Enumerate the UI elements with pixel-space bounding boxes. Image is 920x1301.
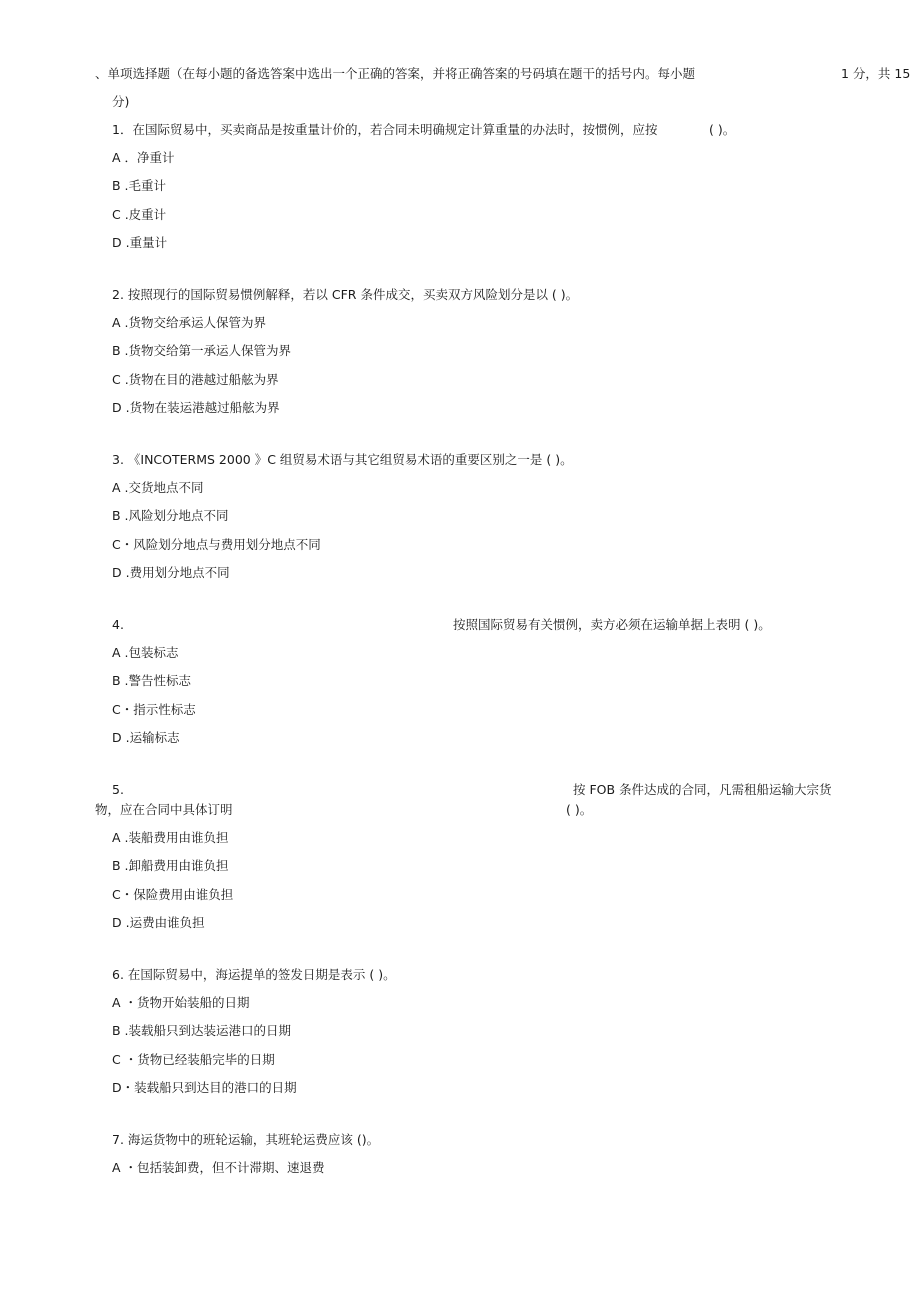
question-7-option-a: A ・包括装卸费，但不计滞期、速退费 [112,1160,325,1175]
question-5-option-b: B .卸船费用由谁负担 [112,858,229,873]
question-2-option-d: D .货物在装运港越过船舷为界 [112,400,280,415]
question-1-option-c: C .皮重计 [112,207,167,222]
section-instruction: 、单项选择题（在每小题的备选答案中选出一个正确的答案，并将正确答案的号码填在题干的括号内。每小题 [95,66,696,81]
question-3-option-b: B .风险划分地点不同 [112,508,229,523]
section-instruction-tail: 分) [112,94,130,109]
question-7-stem: 7. 海运货物中的班轮运输，其班轮运费应该 ()。 [112,1132,380,1147]
question-3-option-c: C・风险划分地点与费用划分地点不同 [112,537,321,552]
question-2-stem: 2. 按照现行的国际贸易惯例解释，若以 CFR 条件成交，买卖双方风险划分是以 ( )。 [112,287,579,302]
question-4-stem: 按照国际贸易有关惯例，卖方必须在运输单据上表明 ( )。 [453,617,771,632]
question-1-stem: 1．在国际贸易中，买卖商品是按重量计价的，若合同未明确规定计算重量的办法时，按惯例，应按 [112,122,658,137]
question-5-option-d: D .运费由谁负担 [112,915,205,930]
section-score: 1 分，共 15 [841,66,911,81]
question-1-blank: ( )。 [709,122,736,137]
question-2-option-c: C .货物在目的港越过船舷为界 [112,372,279,387]
question-1-option-a: A ．净重计 [112,150,175,165]
question-5-blank: ( )。 [566,802,593,817]
question-4-option-c: C・指示性标志 [112,702,196,717]
question-5-stem-line2: 物，应在合同中具体订明 [95,802,233,817]
question-6-option-d: D・装载船只到达目的港口的日期 [112,1080,297,1095]
question-6-option-a: A ・货物开始装船的日期 [112,995,250,1010]
question-4-option-a: A .包装标志 [112,645,179,660]
question-6-stem: 6. 在国际贸易中，海运提单的签发日期是表示 ( )。 [112,967,396,982]
question-3-option-a: A .交货地点不同 [112,480,204,495]
question-5-option-c: C・保险费用由谁负担 [112,887,234,902]
question-2-option-b: B .货物交给第一承运人保管为界 [112,343,292,358]
question-1-option-b: B .毛重计 [112,178,167,193]
question-5-number: 5. [112,782,124,797]
question-6-option-b: B .装载船只到达装运港口的日期 [112,1023,292,1038]
question-6-option-c: C ・货物已经装船完毕的日期 [112,1052,275,1067]
question-3-option-d: D .费用划分地点不同 [112,565,230,580]
question-5-stem: 按 FOB 条件达成的合同，凡需租船运输大宗货 [573,782,832,797]
question-3-stem: 3. 《INCOTERMS 2000 》C 组贸易术语与其它组贸易术语的重要区别之一是 ( )。 [112,452,573,467]
question-1-option-d: D .重量计 [112,235,168,250]
question-5-option-a: A .装船费用由谁负担 [112,830,229,845]
question-4-option-d: D .运输标志 [112,730,180,745]
question-2-option-a: A .货物交给承运人保管为界 [112,315,266,330]
question-4-option-b: B .警告性标志 [112,673,192,688]
question-4-number: 4. [112,617,124,632]
